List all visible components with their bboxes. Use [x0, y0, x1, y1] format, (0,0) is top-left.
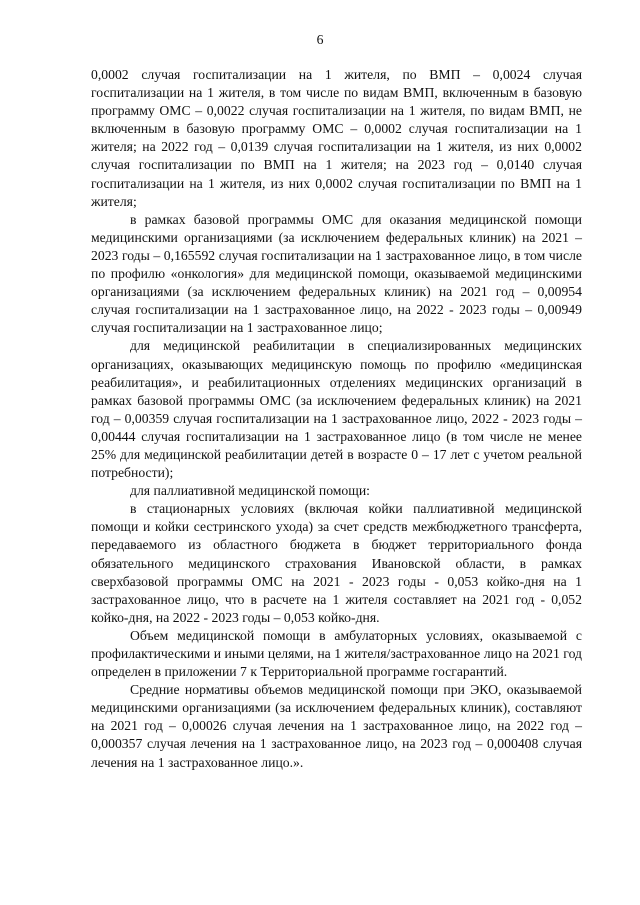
paragraph-eco-norms: Средние нормативы объемов медицинской помощи при ЭКО, оказываемой медицинскими организациями (за исключением федеральных клиник), составляют на 2021 год – 0,00026 случая лечения на 1 застрахованное лицо, на 2022 год – 0,000357 случая лечения на 1 застрахованное лицо, на 2023 год – 0,000408 случая лечения на 1 застрахованное лицо.».	[91, 682, 582, 770]
page-number: 6	[316, 32, 324, 47]
paragraph-palliative-inpatient: в стационарных условиях (включая койки паллиативной медицинской помощи и койки сестринского ухода) за счет средств межбюджетного трансферта, передаваемого из областного бюджета в бюджет территориального фонда обязательного медицинского страхования Ивановской области, в рамках сверхбазовой программы ОМС на 2021 - 2023 годы - 0,053 койко-дня на 1 застрахованное лицо, что в расчете на 1 жителя составляет на 2021 год - 0,052 койко-дня, на 2022 - 2023 годы – 0,053 койко-дня.	[91, 501, 582, 625]
body-text	[91, 66, 582, 772]
paragraph-medical-rehabilitation: для медицинской реабилитации в специализированных медицинских организациях, оказывающих медицинскую помощь по профилю «медицинская реабилитация», и реабилитационных отделениях медицинских организаций в рамках базовой программы ОМС (за исключением федеральных клиник) на 2021 год – 0,00359 случая госпитализации на 1 застрахованное лицо, 2022 - 2023 годы – 0,00444 случая госпитализации на 1 застрахованное лицо (в том числе не менее 25% для медицинской реабилитации детей в возрасте 0 – 17 лет с учетом реальной потребности);	[91, 338, 582, 481]
paragraph-base-program-oms: в рамках базовой программы ОМС для оказания медицинской помощи медицинскими организациями (за исключением федеральных клиник) на 2021 – 2023 годы – 0,165592 случая госпитализации на 1 застрахованное лицо, в том числе по профилю «онкология» для медицинской помощи, оказываемой медицинскими организациями (за исключением федеральных клиник) на 2021 год – 0,00954 случая госпитализации на 1 застрахованное лицо, на 2022 - 2023 годы – 0,00949 случая госпитализации на 1 застрахованное лицо;	[91, 211, 582, 336]
paragraph-outpatient-volume: Объем медицинской помощи в амбулаторных условиях, оказываемой с профилактическими и иными целями, на 1 жителя/застрахованное лицо на 2021 год определен в приложении 7 к Территориальной программе госгарантий.	[91, 627, 582, 680]
paragraph-hospitalization-continuation: 0,0002 случая госпитализации на 1 жителя, по ВМП – 0,0024 случая госпитализации на 1 жителя, в том числе по видам ВМП, включенным в базовую программу ОМС – 0,0022 случая госпитализации на 1 жителя, по видам ВМП, не включенным в базовую программу ОМС – 0,0002 случая госпитализации на 1 жителя; на 2022 год – 0,0139 случая госпитализации на 1 жителя, из них 0,0002 случая госпитализации по ВМП на 1 жителя; на 2023 год – 0,0140 случая госпитализации на 1 жителя, из них 0,0002 случая госпитализации по ВМП на 1 жителя;	[91, 67, 582, 209]
paragraph-palliative-heading: для паллиативной медицинской помощи:	[130, 483, 370, 499]
